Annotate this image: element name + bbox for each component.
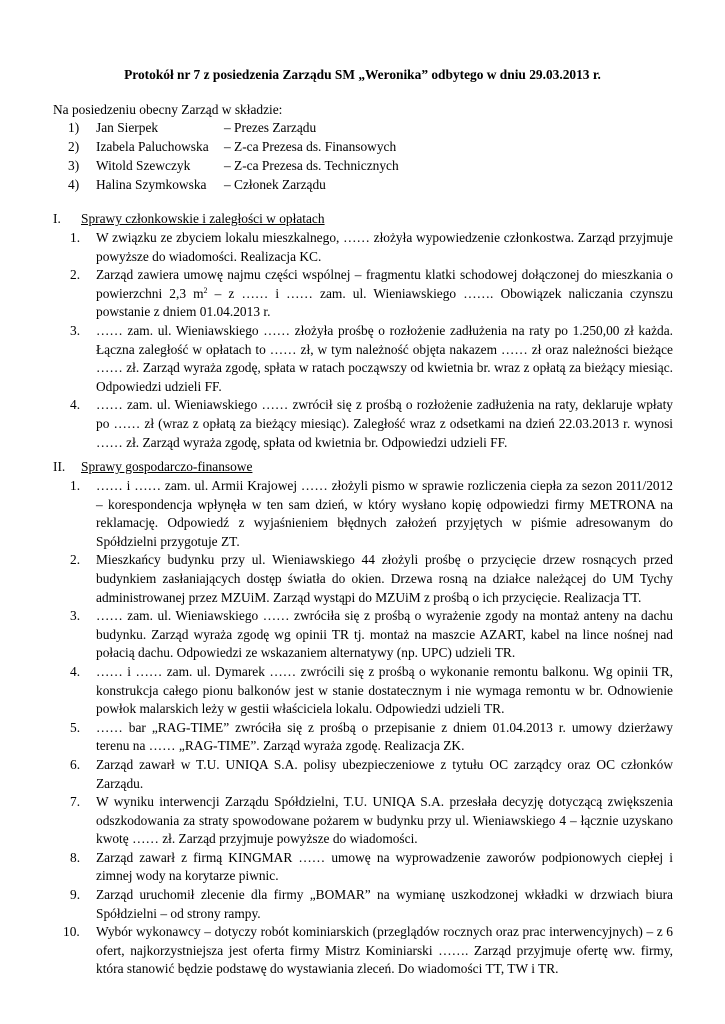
member-row — [68, 138, 399, 157]
board-members-list — [68, 119, 399, 195]
member-name: Izabela Paluchowska — [96, 139, 209, 154]
item-number: 1. — [70, 230, 81, 245]
section-items — [53, 229, 673, 452]
member-number: 2) — [68, 139, 80, 154]
page-title: Protokół nr 7 z posiedzenia Zarządu SM „Weronika” odbytego w dniu 29.03.2013 r. — [124, 67, 601, 82]
section-membership — [53, 210, 673, 452]
member-name: Halina Szymkowska — [96, 177, 207, 192]
section-heading — [53, 458, 673, 477]
list-item — [53, 551, 673, 607]
intro-text: Na posiedzeniu obecny Zarząd w składzie: — [53, 102, 283, 117]
item-number: 3. — [70, 608, 81, 624]
item-text: Zarząd zawarł z firmą KINGMAR …… umowę na wyprowadzenie zaworów podpionowych ciepłej i zimnej wody na korytarze piwnic. — [96, 849, 673, 884]
item-text: …… zam. ul. Wieniawskiego …… zwrócił się z prośbą o rozłożenie zadłużenia na raty, deklaruje wpłaty po …… zł (wraz z opłatą za bieżący miesiąc). Zaległość wraz z odsetkami na dzień 22.03.2013 r. wynosi …… zł. Zarząd wyraża zgodę, spłata od kwietnia br. Odpowiedzi udzieli FF. — [96, 397, 673, 450]
item-number: 3. — [70, 322, 81, 338]
item-number: 9. — [70, 887, 81, 903]
item-text: W wyniku interwencji Zarządu Spółdzielni, T.U. UNIQA S.A. przesłała decyzję dotyczącą zwiększenia odszkodowania za straty spowodowane pożarem w budynku przy ul. Wieniawskiego 4 – łącznie uzyskano kwotę …… zł. Zarząd przyjmuje powyższe do wiadomości. — [96, 794, 673, 847]
list-item — [53, 607, 673, 663]
item-number: 4. — [70, 663, 81, 679]
member-name: Witold Szewczyk — [96, 158, 191, 173]
item-number: 1. — [70, 478, 81, 493]
list-item — [53, 923, 673, 979]
member-row — [68, 157, 399, 176]
item-number: 5. — [70, 719, 81, 735]
item-text: W związku ze zbyciem lokalu mieszkalnego, …… złożyła wypowiedzenie członkostwa. Zarząd przyjmuje powyższe do wiadomości. Realizacja KC. — [96, 230, 673, 264]
item-text: …… zam. ul. Wieniawskiego …… zwróciła się z prośbą o wyrażenie zgody na montaż anteny na dachu budynku. Zarząd wyraża zgodę wg opinii TR tj. montaż na maszcie AZART, kabel na lince nośnej nad połacią dachu. Odpowiedzi ze wskazaniem alternatywy (np. UPC) udzieli TR. — [96, 608, 673, 661]
item-text: Zarząd zawiera umowę najmu części wspólnej – fragmentu klatki schodowej dołączonej do mieszkania o powierzchni 2,3 m — [96, 267, 673, 301]
item-text: …… zam. ul. Wieniawskiego …… złożyła prośbę o rozłożenie zadłużenia na raty po 1.250,00 zł każda. Łączna zaległość w opłatach to …… zł, w tym należność objęta nakazem …… zł oraz należności bieżące …… zł. Zarząd wyraża zgodę, spłata w ratach począwszy od kwietnia br. wraz z opłatą za bieżący miesiąc. Odpowiedzi udzieli FF. — [96, 322, 673, 394]
item-text: Mieszkańcy budynku przy ul. Wieniawskiego 44 złożyli prośbę o przycięcie drzew rosnących przed budynkiem zasłaniających dostęp światła do okien. Drzewa rosną na działce należącej do UM Tychy administrowanej przez MZUiM. Zarząd wystąpi do MZUiM z prośbą o ich przycięcie. Realizacja TT. — [96, 552, 673, 605]
item-number: 2. — [70, 552, 81, 568]
list-item — [53, 849, 673, 886]
member-number: 1) — [68, 120, 80, 135]
list-item — [53, 793, 673, 849]
item-text: Wybór wykonawcy – dotyczy robót kominiarskich (przeglądów rocznych oraz prac interwencyjnych) – z 6 ofert, najkorzystniejsza jest oferta firmy Mistrz Kominiarski ……. Zarząd przyjmuje ofertę ww. firmy, która stanowić będzie podstawę do wystawiania zleceń. Do wiadomości TT, TW i TR. — [96, 924, 673, 977]
list-item — [53, 229, 673, 266]
item-number: 2. — [70, 267, 81, 283]
member-number: 3) — [68, 158, 80, 173]
list-item — [53, 886, 673, 923]
section-heading — [53, 210, 673, 229]
section-number: II. — [53, 459, 66, 474]
list-item — [53, 719, 673, 756]
list-item — [53, 477, 673, 551]
item-number: 10. — [63, 924, 80, 940]
member-row — [68, 176, 399, 195]
member-role: – Z-ca Prezesa ds. Finansowych — [224, 139, 397, 154]
list-item — [53, 663, 673, 719]
member-role: – Prezes Zarządu — [224, 120, 317, 135]
item-text: Zarząd zawarł w T.U. UNIQA S.A. polisy ubezpieczeniowe z tytułu OC zarządcy oraz OC członków Zarządu. — [96, 756, 673, 791]
member-role: – Z-ca Prezesa ds. Technicznych — [224, 158, 399, 173]
section-title: Sprawy członkowskie i zaległości w opłatach — [81, 211, 325, 226]
item-text-cont: – z …… i …… zam. ul. Wieniawskiego ……. Obowiązek naliczania czynszu powstanie z dniem 01.04.2013 r. — [96, 285, 674, 320]
list-item — [53, 322, 673, 396]
member-role: – Członek Zarządu — [224, 177, 326, 192]
section-economic — [53, 458, 673, 979]
item-text: …… i …… zam. ul. Dymarek …… zwrócili się z prośbą o wykonanie remontu balkonu. Wg opinii TR, konstrukcja całego pionu balkonów jest w stanie dostatecznym i nie wymaga remontu w br. Odnowienie powłok malarskich leży w gestii właściciela lokalu. Odpowiedzi udzieli TR. — [96, 663, 673, 717]
item-text: …… i …… zam. ul. Armii Krajowej …… złożyli pismo w sprawie rozliczenia ciepła za sezon 2011/2012 – korespondencja wpłynęła w ten sam dzień, w który wysłano kopię odpowiedzi firmy METRONA na reklamację. Odpowiedź z wyjaśnieniem błędnych założeń przyjętych w piśmie adresowanym do Spółdzielni przygotuje ZT. — [96, 478, 673, 549]
item-number: 6. — [70, 756, 81, 772]
item-number: 4. — [70, 397, 81, 413]
list-item — [53, 756, 673, 793]
superscript: 2 — [203, 285, 208, 295]
member-row — [68, 119, 399, 138]
item-text: Zarząd uruchomił zlecenie dla firmy „BOMAR” na wymianę uszkodzonej wkładki w drzwiach biura Spółdzielni – od strony rampy. — [96, 887, 673, 921]
list-item — [53, 266, 673, 322]
item-text: …… bar „RAG-TIME” zwróciła się z prośbą o przepisanie z dniem 01.04.2013 r. umowy dzierżawy terenu na …… „RAG-TIME”. Zarząd wyraża zgodę. Realizacja ZK. — [96, 719, 673, 754]
item-number: 7. — [70, 794, 81, 810]
section-title: Sprawy gospodarczo-finansowe — [81, 459, 253, 474]
item-number: 8. — [70, 849, 81, 865]
section-items — [53, 477, 673, 979]
list-item — [53, 396, 673, 452]
section-number: I. — [53, 211, 61, 226]
member-name: Jan Sierpek — [96, 120, 159, 135]
member-number: 4) — [68, 177, 80, 192]
